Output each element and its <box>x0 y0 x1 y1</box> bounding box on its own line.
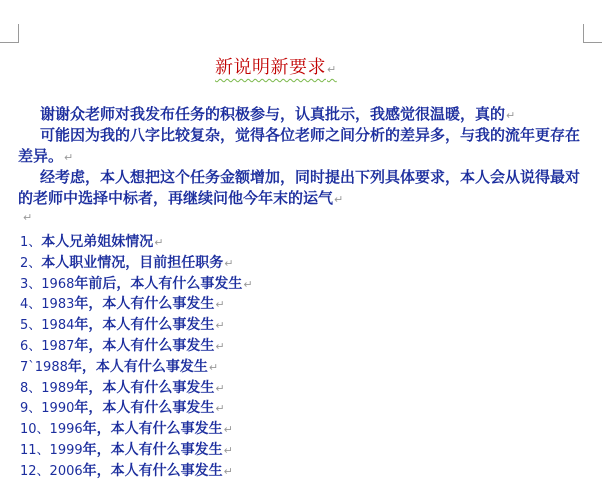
paragraph-3 <box>18 167 583 210</box>
paragraph-1-text: 谢谢众老师对我发布任务的积极参与，认真批示，我感觉很温暖，真的 <box>40 105 506 123</box>
list-item <box>20 274 253 295</box>
list-item-number: 7`1988 <box>20 359 68 375</box>
paragraph-mark-icon: ↵ <box>215 298 225 312</box>
paragraph-mark-icon: ↵ <box>64 151 74 164</box>
paragraph-mark-icon: ↵ <box>243 277 253 291</box>
list-item <box>20 232 253 253</box>
list-item-text: 年，本人有什么事发生 <box>74 379 215 396</box>
list-item-number: 1、 <box>20 235 42 250</box>
page-corner-mark-top-left <box>0 24 19 43</box>
list-item <box>20 461 253 482</box>
paragraph-2 <box>18 125 583 168</box>
paragraph-mark-icon: ↵ <box>208 360 219 374</box>
paragraph-mark-icon: ↵ <box>215 381 225 395</box>
list-item-text: 年，本人有什么事发生 <box>74 317 215 334</box>
list-item <box>20 336 253 357</box>
list-item-number: 9、1990 <box>20 401 75 417</box>
list-item-text: 年，本人有什么事发生 <box>67 358 208 375</box>
list-item-text: 年，本人有什么事发生 <box>82 462 223 479</box>
list-item-number: 11、1999 <box>20 442 83 458</box>
paragraph-mark-icon: ↵ <box>223 464 233 478</box>
list-item-text: 年，本人有什么事发生 <box>82 441 223 458</box>
page-corner-mark-top-right <box>583 24 602 43</box>
list-item-text: 年，本人有什么事发生 <box>74 296 215 313</box>
paragraph-mark-icon: ↵ <box>506 109 516 122</box>
paragraph-mark-icon: ↵ <box>215 319 225 333</box>
paragraph-mark-icon: ↵ <box>154 236 164 249</box>
list-item <box>20 419 253 440</box>
list-item-number: 5、1984 <box>20 318 75 334</box>
list-item <box>20 440 253 461</box>
list-item <box>20 398 253 419</box>
paragraph-3-text: 经考虑，本人想把这个任务金额增加，同时提出下列具体要求，本人会从说得最对的老师中选择中标者，再继续问他今年末的运气 <box>18 168 581 207</box>
paragraph-mark-icon: ↵ <box>215 402 225 416</box>
document-title-text: 新说明新要求 <box>215 57 326 78</box>
list-item-number: 3、1968 <box>20 276 75 292</box>
list-item-text: 年，本人有什么事发生 <box>74 337 215 354</box>
document-title <box>215 53 337 79</box>
list-item <box>20 253 253 274</box>
list-item-number: 12、2006 <box>20 463 83 479</box>
list-item <box>20 315 253 336</box>
list-item-number: 8、1989 <box>20 380 75 396</box>
paragraph-mark-icon: ↵ <box>223 423 233 437</box>
paragraph-1 <box>18 104 583 126</box>
paragraph-mark-icon: ↵ <box>23 211 33 224</box>
list-item <box>20 378 253 399</box>
list-item-text: 年前后，本人有什么事发生 <box>74 275 243 292</box>
paragraph-mark-icon: ↵ <box>327 63 337 76</box>
list-item-text: 本人职业情况，目前担任职务 <box>41 254 224 271</box>
list-item-number: 10、1996 <box>20 422 83 438</box>
list-item-number: 4、1983 <box>20 297 75 313</box>
list-item <box>20 294 253 315</box>
paragraph-mark-icon: ↵ <box>223 443 233 457</box>
paragraph-mark-icon: ↵ <box>215 339 225 353</box>
paragraph-mark-icon: ↵ <box>224 256 234 270</box>
paragraph-2-text: 可能因为我的八字比较复杂，觉得各位老师之间分析的差异多，与我的流年更存在差异。 <box>18 126 581 165</box>
list-item-text: 年，本人有什么事发生 <box>82 421 223 438</box>
paragraph-mark-icon: ↵ <box>334 193 344 206</box>
list-item-number: 2、 <box>20 255 42 271</box>
list-item-number: 6、1987 <box>20 338 75 354</box>
requirement-list <box>20 232 253 482</box>
list-item-text: 本人兄弟姐妹情况 <box>41 234 154 250</box>
list-item <box>20 357 253 378</box>
list-item-text: 年，本人有什么事发生 <box>74 400 215 417</box>
